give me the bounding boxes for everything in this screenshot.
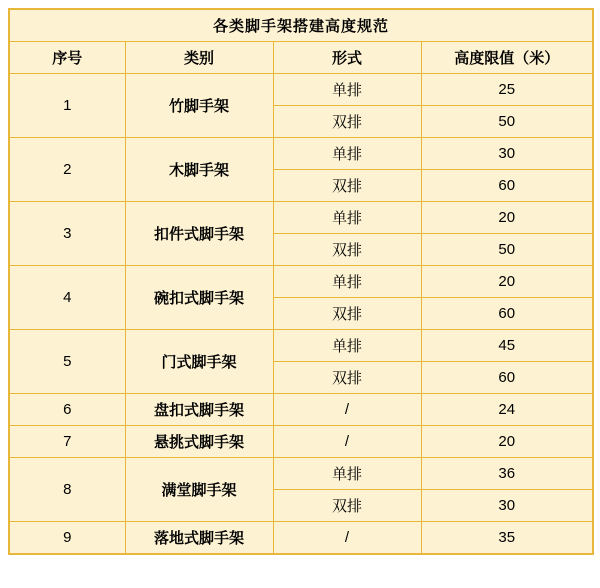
- cell-height-limit: 36: [421, 458, 593, 490]
- cell-category: 悬挑式脚手架: [125, 426, 273, 458]
- cell-no: 4: [9, 266, 125, 330]
- table-row: [9, 394, 593, 426]
- table-row: [9, 330, 593, 362]
- cell-form: 双排: [273, 106, 421, 138]
- column-header-height-limit: 高度限值（米）: [421, 42, 593, 74]
- cell-form: /: [273, 394, 421, 426]
- cell-category: 木脚手架: [125, 138, 273, 202]
- cell-no: 7: [9, 426, 125, 458]
- cell-form: 双排: [273, 298, 421, 330]
- cell-no: 1: [9, 74, 125, 138]
- cell-form: 单排: [273, 74, 421, 106]
- cell-no: 3: [9, 202, 125, 266]
- cell-form: 单排: [273, 458, 421, 490]
- cell-form: 单排: [273, 138, 421, 170]
- cell-form: 单排: [273, 266, 421, 298]
- cell-height-limit: 25: [421, 74, 593, 106]
- cell-category: 竹脚手架: [125, 74, 273, 138]
- table-row: [9, 74, 593, 106]
- cell-height-limit: 50: [421, 234, 593, 266]
- column-header-form: 形式: [273, 42, 421, 74]
- cell-form: /: [273, 426, 421, 458]
- table-title-row: [9, 9, 593, 42]
- cell-category: 盘扣式脚手架: [125, 394, 273, 426]
- cell-category: 碗扣式脚手架: [125, 266, 273, 330]
- cell-height-limit: 20: [421, 266, 593, 298]
- cell-form: 单排: [273, 202, 421, 234]
- page-title: 各类脚手架搭建高度规范: [9, 9, 593, 42]
- table-row: [9, 522, 593, 555]
- cell-height-limit: 20: [421, 202, 593, 234]
- cell-category: 门式脚手架: [125, 330, 273, 394]
- table-body: [9, 9, 593, 554]
- cell-form: 双排: [273, 234, 421, 266]
- column-header-category: 类别: [125, 42, 273, 74]
- cell-height-limit: 30: [421, 490, 593, 522]
- cell-category: 满堂脚手架: [125, 458, 273, 522]
- table-row: [9, 138, 593, 170]
- table-header-row: [9, 42, 593, 74]
- cell-form: 双排: [273, 490, 421, 522]
- cell-no: 9: [9, 522, 125, 555]
- cell-height-limit: 50: [421, 106, 593, 138]
- cell-height-limit: 60: [421, 298, 593, 330]
- table-row: [9, 426, 593, 458]
- table-row: [9, 202, 593, 234]
- cell-form: 单排: [273, 330, 421, 362]
- cell-no: 2: [9, 138, 125, 202]
- cell-height-limit: 60: [421, 170, 593, 202]
- scaffold-height-spec-table: [8, 8, 594, 555]
- cell-height-limit: 24: [421, 394, 593, 426]
- cell-form: 双排: [273, 170, 421, 202]
- table-row: [9, 266, 593, 298]
- cell-height-limit: 35: [421, 522, 593, 555]
- cell-form: /: [273, 522, 421, 555]
- cell-no: 6: [9, 394, 125, 426]
- cell-height-limit: 30: [421, 138, 593, 170]
- cell-category: 扣件式脚手架: [125, 202, 273, 266]
- table-row: [9, 458, 593, 490]
- cell-category: 落地式脚手架: [125, 522, 273, 555]
- cell-form: 双排: [273, 362, 421, 394]
- cell-height-limit: 20: [421, 426, 593, 458]
- cell-no: 5: [9, 330, 125, 394]
- column-header-no: 序号: [9, 42, 125, 74]
- cell-no: 8: [9, 458, 125, 522]
- cell-height-limit: 45: [421, 330, 593, 362]
- cell-height-limit: 60: [421, 362, 593, 394]
